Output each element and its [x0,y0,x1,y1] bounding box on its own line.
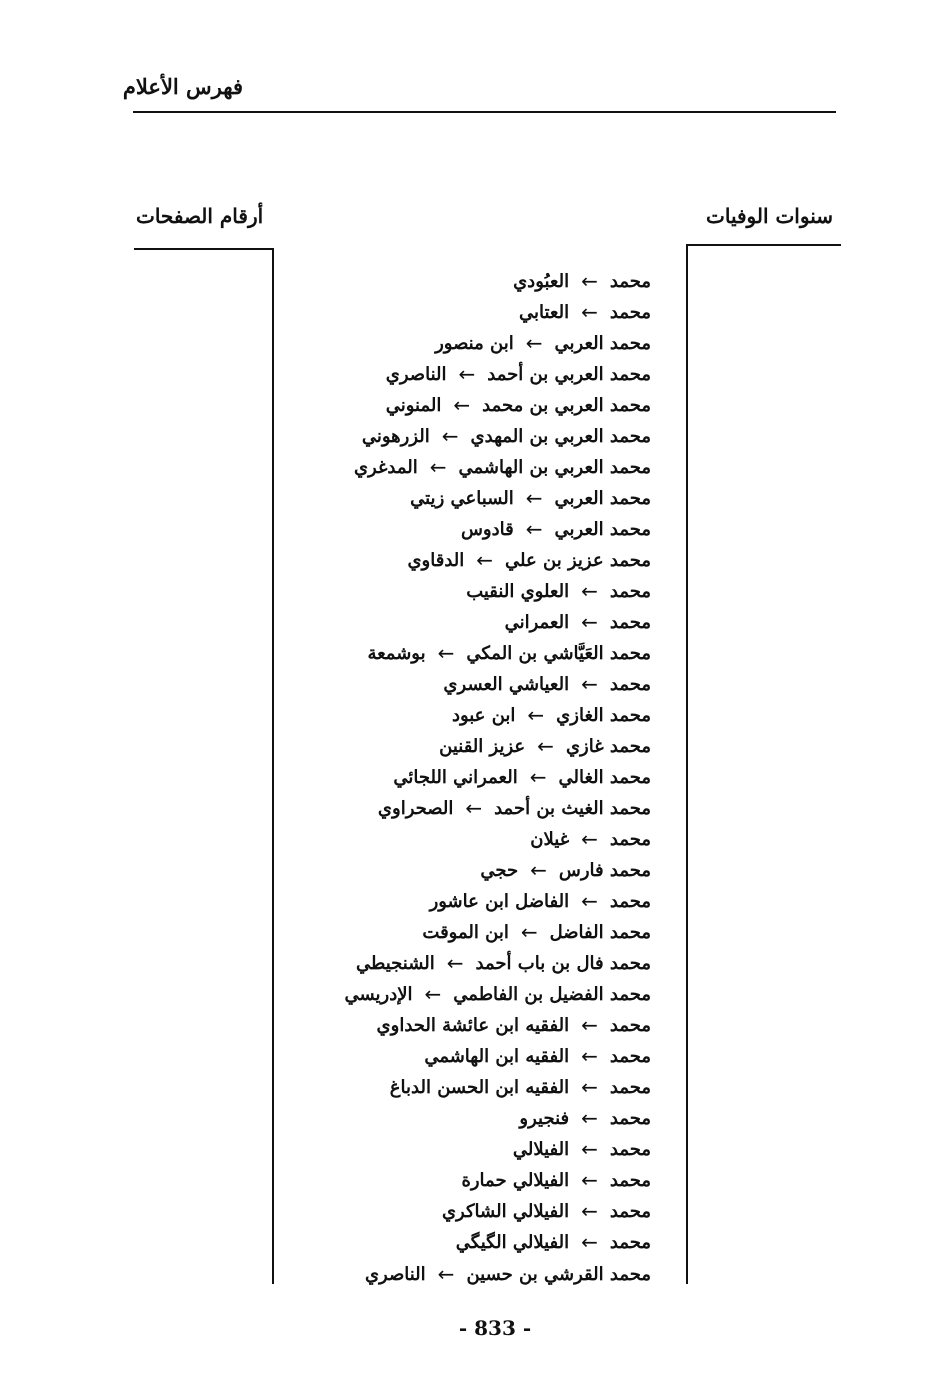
index-entry [344,1134,651,1165]
entry-reference: الزرهوني [361,426,430,448]
entry-name: محمد فارس [558,860,651,882]
index-entry [344,855,651,886]
index-entry [344,607,651,638]
see-arrow-icon: ← [581,1168,598,1193]
index-entry [344,328,651,359]
index-entry [344,266,651,297]
entry-reference: العبُودي [513,271,570,292]
left-column-divider [272,248,274,1284]
entry-reference: الفيلالي الشاكري [441,1201,570,1223]
right-column-top-rule [686,244,841,246]
index-entry [344,948,651,979]
see-arrow-icon: ← [527,703,545,728]
entry-reference: الفيلالي [512,1139,570,1161]
see-arrow-icon: ← [581,1013,598,1038]
index-entry [344,1259,651,1290]
entry-name: محمد [609,302,651,324]
entry-reference: بوشمعة [367,643,426,665]
entry-name: محمد [609,271,651,292]
entry-reference: الصحراوي [377,798,454,820]
see-arrow-icon: ← [453,393,471,418]
see-arrow-icon: ← [581,300,598,325]
entry-name: محمد [609,1046,651,1068]
index-entry [344,731,651,762]
entry-name: محمد [609,1108,651,1130]
entry-reference: فنجيرو [519,1108,570,1130]
entry-reference: ابن عبود [451,705,516,727]
index-entry [344,514,651,545]
entry-reference: الإدريسي [344,984,413,1006]
entry-name: محمد [609,829,651,851]
see-arrow-icon: ← [458,362,476,387]
see-arrow-icon: ← [581,1106,598,1131]
index-entry [344,1010,651,1041]
entry-name: محمد [609,612,651,634]
see-arrow-icon: ← [581,1137,598,1162]
see-arrow-icon: ← [581,610,598,635]
see-arrow-icon: ← [537,734,554,759]
see-arrow-icon: ← [446,951,464,976]
see-arrow-icon: ← [525,517,543,542]
entry-reference: الناصري [364,1263,426,1285]
entry-reference: العياشي العسري [443,674,570,696]
entry-name: محمد الغالي [558,767,651,789]
entry-name: محمد الفضيل بن الفاطمي [453,984,651,1006]
entry-reference: الفيلالي الگيگي [455,1232,570,1254]
index-entry [344,1041,651,1072]
index-entry [344,1072,651,1103]
entry-name: محمد فال بن باب أحمد [475,953,651,975]
see-arrow-icon: ← [437,641,455,666]
page-number: - 833 - [458,1316,532,1340]
index-entry [344,452,651,483]
see-arrow-icon: ← [581,1199,598,1224]
index-entry [344,1196,651,1227]
index-entry [344,421,651,452]
see-arrow-icon: ← [581,672,598,697]
entry-reference: الفقيه ابن الهاشمي [424,1046,570,1068]
entry-name: محمد عزيز بن علي [505,550,651,572]
see-arrow-icon: ← [437,1261,455,1286]
entry-name: محمد القرشي بن حسين [466,1263,651,1285]
right-column-divider [686,244,688,1284]
index-entry [344,390,651,421]
entry-name: محمد الغيث بن أحمد [494,798,651,820]
see-arrow-icon: ← [525,486,543,511]
index-entry [344,793,651,824]
name-index-list [344,266,651,1290]
index-entry [344,917,651,948]
entry-name: محمد العربي بن محمد [482,395,651,417]
entry-reference: العمراني [504,612,570,634]
see-arrow-icon: ← [465,796,483,821]
index-entry [344,576,651,607]
index-entry [344,483,651,514]
see-arrow-icon: ← [581,827,598,852]
see-arrow-icon: ← [581,269,598,293]
entry-name: محمد العربي بن أحمد [487,364,651,386]
entry-reference: العلوي النقيب [466,581,570,603]
see-arrow-icon: ← [525,331,543,356]
index-entry [344,1227,651,1258]
index-entry [344,1165,651,1196]
see-arrow-icon: ← [476,548,494,573]
see-arrow-icon: ← [581,889,598,914]
index-entry [344,359,651,390]
entry-reference: ابن منصور [435,333,514,355]
entry-reference: العتابي [519,302,570,324]
see-arrow-icon: ← [530,858,547,883]
see-arrow-icon: ← [529,765,547,790]
entry-name: محمد [609,674,651,696]
index-entry [344,1103,651,1134]
entry-name: محمد [609,1232,651,1254]
index-entry [344,297,651,328]
entry-name: محمد [609,1015,651,1037]
entry-name: محمد غازي [565,736,651,758]
entry-reference: الشنجيطي [355,953,435,975]
index-entry [344,824,651,855]
entry-name: محمد العَيَّاشي بن المكي [466,643,651,665]
entry-reference: الفاضل ابن عاشور [429,891,570,913]
index-entry [344,638,651,669]
entry-reference: الدقاوي [407,550,465,572]
entry-reference: المدغري [353,457,418,479]
entry-reference: حجي [480,860,519,882]
page-numbers-column-header: أرقام الصفحات [136,204,264,228]
entry-reference: الفقيه ابن الحسن الدباغ [389,1077,570,1099]
entry-name: محمد العربي بن الهاشمي [458,457,651,479]
entry-name: محمد [609,891,651,913]
entry-reference: عزيز القنين [439,736,526,758]
entry-reference: العمراني اللجائي [393,767,518,789]
see-arrow-icon: ← [520,920,538,945]
entry-name: محمد [609,1077,651,1099]
entry-name: محمد العربي [554,488,651,510]
see-arrow-icon: ← [424,982,442,1007]
entry-reference: قادوس [460,519,514,541]
see-arrow-icon: ← [441,424,459,449]
entry-reference: ابن الموقت [422,922,509,944]
death-years-column-header: سنوات الوفيات [706,204,833,228]
entry-name: محمد العربي [554,519,651,541]
left-column-top-rule [134,248,274,250]
see-arrow-icon: ← [581,1230,598,1255]
index-entry [344,669,651,700]
entry-name: محمد [609,581,651,603]
entry-reference: الفيلالي حمارة [461,1170,570,1192]
header-rule [133,111,836,113]
entry-reference: الناصري [385,364,447,386]
index-entry [344,700,651,731]
index-entry [344,762,651,793]
see-arrow-icon: ← [581,1075,598,1100]
entry-name: محمد العربي بن المهدي [470,426,651,448]
entry-name: محمد الغازي [556,705,651,727]
index-entry [344,545,651,576]
running-title: فهرس الأعلام [122,74,243,99]
entry-reference: غيلان [530,829,570,851]
entry-reference: الفقيه ابن عائشة الحداوي [376,1015,570,1037]
entry-name: محمد [609,1139,651,1161]
index-entry [344,886,651,917]
entry-reference: المنوني [385,395,442,417]
see-arrow-icon: ← [581,579,598,604]
entry-name: محمد الفاضل [549,922,651,944]
entry-name: محمد [609,1170,651,1192]
see-arrow-icon: ← [429,455,447,480]
entry-reference: السباعي زيتي [410,488,514,510]
entry-name: محمد [609,1201,651,1223]
index-entry [344,979,651,1010]
see-arrow-icon: ← [581,1044,598,1069]
entry-name: محمد العربي [554,333,651,355]
